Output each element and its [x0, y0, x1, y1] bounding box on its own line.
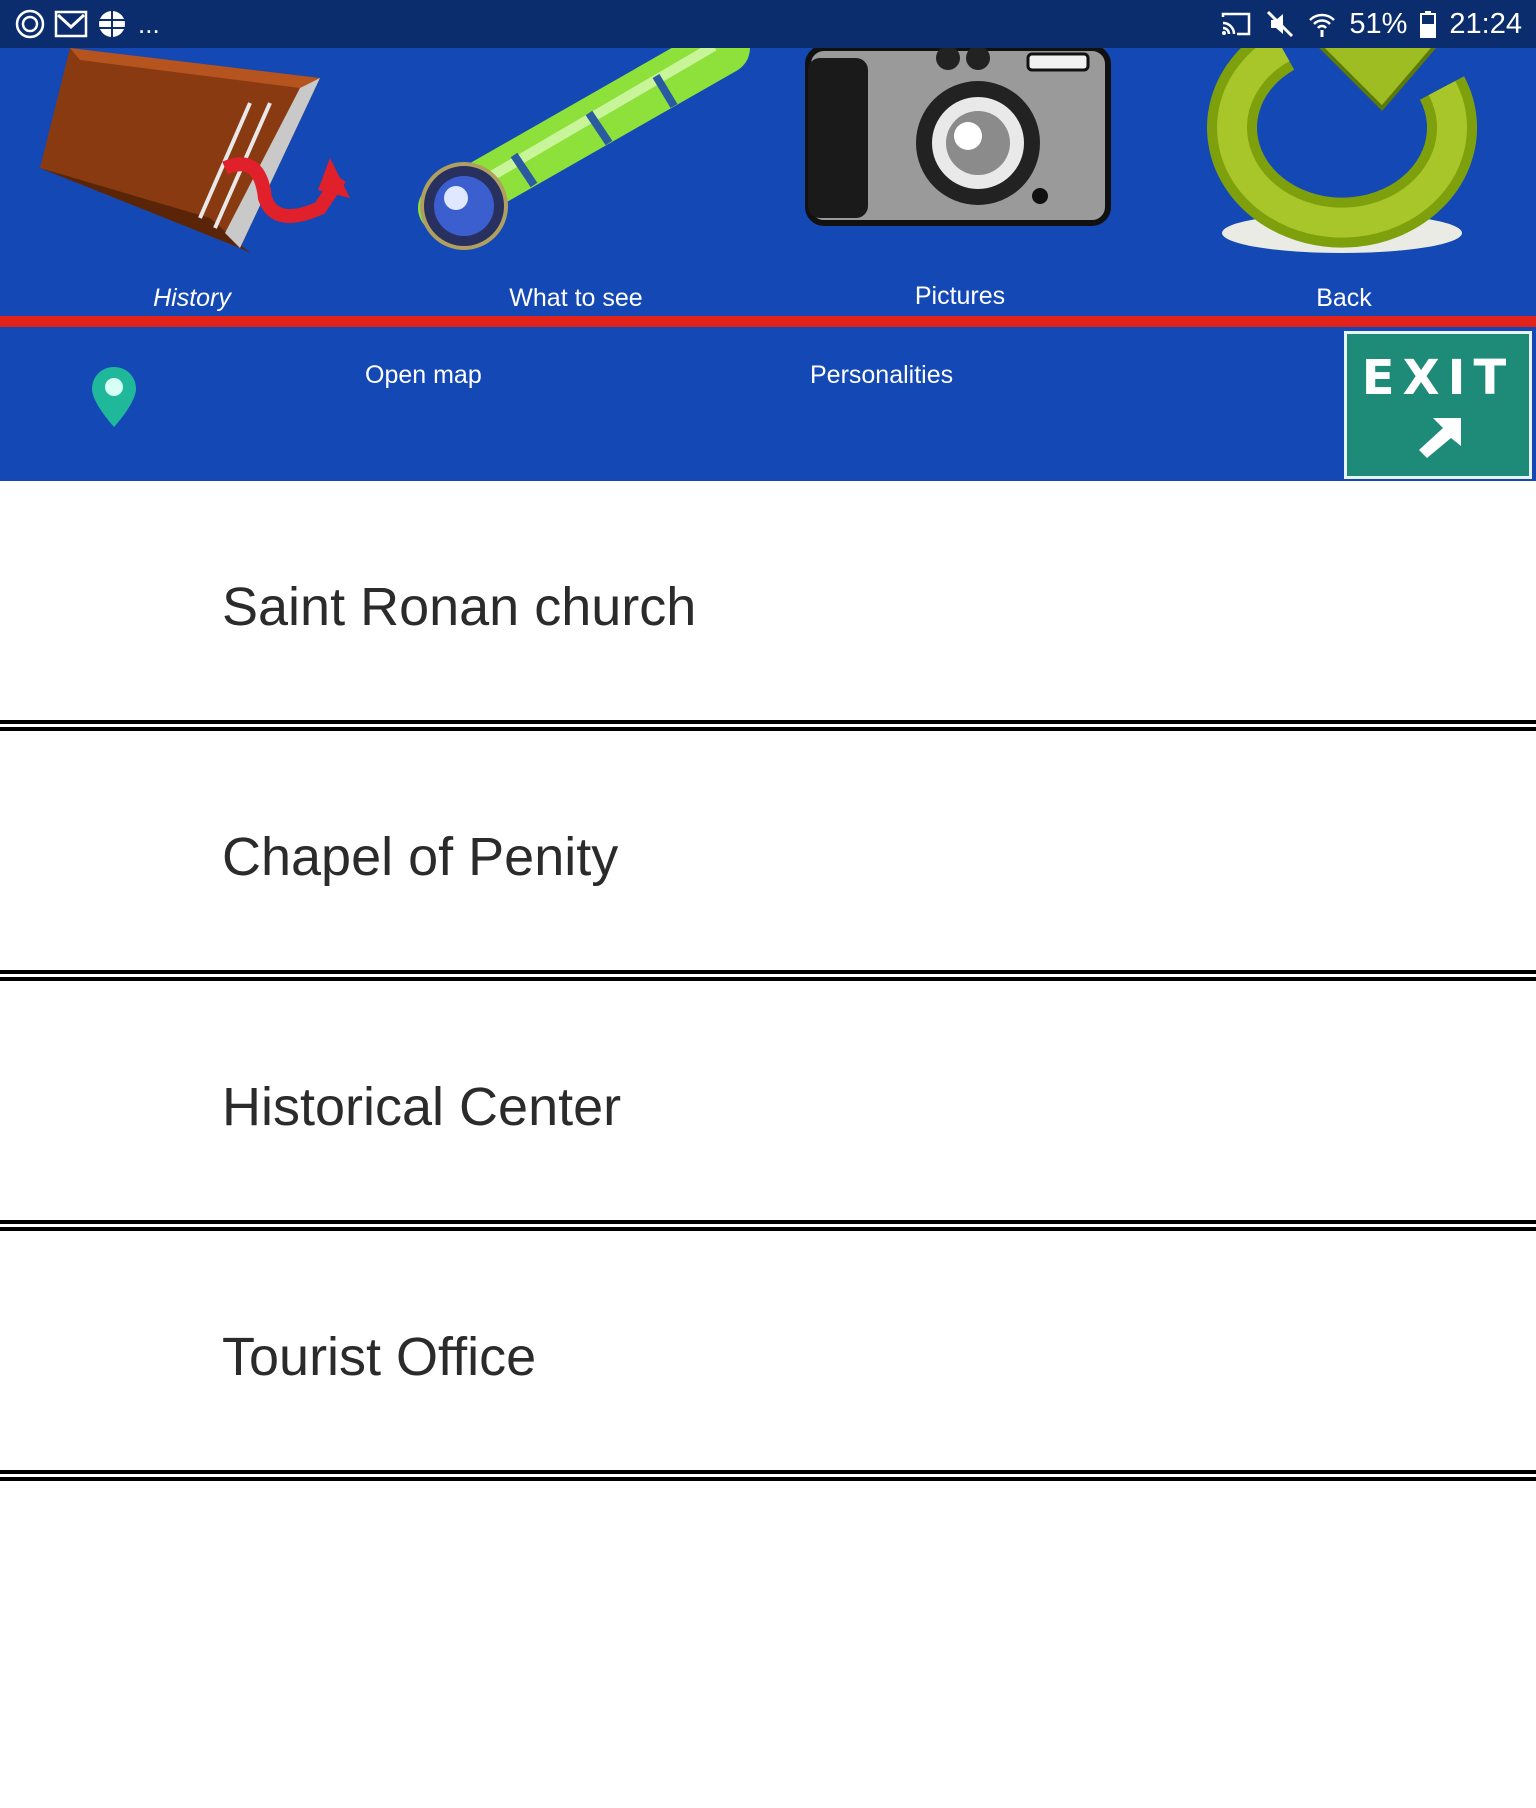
status-left-icons	[14, 6, 160, 42]
list-item-label: Historical Center	[222, 1077, 622, 1137]
clock: 21:24	[1449, 8, 1522, 40]
list-divider	[0, 1470, 1536, 1481]
exit-button[interactable]	[1344, 331, 1532, 479]
places-list	[0, 481, 1536, 1481]
map-pin-icon[interactable]	[90, 365, 138, 429]
list-item-tourist-office[interactable]	[0, 1231, 1536, 1481]
accent-divider	[0, 316, 1536, 327]
open-map-link[interactable]: Open map	[365, 361, 482, 389]
list-divider	[0, 970, 1536, 981]
notification-overflow: ...	[138, 9, 160, 39]
battery-percent: 51%	[1349, 8, 1408, 40]
list-item-saint-ronan-church[interactable]	[0, 481, 1536, 731]
what-to-see-label: What to see	[509, 284, 643, 312]
list-item-label: Saint Ronan church	[222, 577, 697, 637]
camera-icon	[768, 48, 1152, 278]
pictures-button[interactable]	[768, 48, 1152, 316]
list-item-chapel-of-penity[interactable]	[0, 731, 1536, 981]
history-button[interactable]	[0, 48, 384, 316]
exit-arrow-icon	[1415, 414, 1465, 460]
globe-icon	[96, 8, 128, 40]
pictures-label: Pictures	[914, 282, 1006, 310]
list-item-label: Chapel of Penity	[222, 827, 619, 887]
personalities-link[interactable]: Personalities	[810, 361, 954, 389]
exit-label: EXIT	[1361, 350, 1515, 406]
location-ring-icon	[14, 8, 46, 40]
history-label: History	[153, 284, 231, 312]
cast-icon	[1219, 9, 1253, 39]
book-icon	[0, 48, 384, 278]
status-right-icons	[1219, 6, 1522, 42]
secondary-toolbar	[0, 327, 1536, 481]
list-item-historical-center[interactable]	[0, 981, 1536, 1231]
list-item-label: Tourist Office	[222, 1327, 537, 1387]
list-divider	[0, 720, 1536, 731]
list-divider	[0, 1220, 1536, 1231]
status-bar	[0, 0, 1536, 48]
mute-icon	[1265, 9, 1295, 39]
battery-icon	[1419, 9, 1437, 39]
wifi-icon	[1307, 9, 1337, 39]
what-to-see-button[interactable]	[384, 48, 768, 316]
back-label: Back	[1316, 284, 1372, 312]
back-arrow-icon	[1152, 48, 1536, 278]
telescope-icon	[384, 48, 768, 278]
top-toolbar	[0, 48, 1536, 316]
back-button[interactable]	[1152, 48, 1536, 316]
gmail-icon	[54, 9, 88, 39]
